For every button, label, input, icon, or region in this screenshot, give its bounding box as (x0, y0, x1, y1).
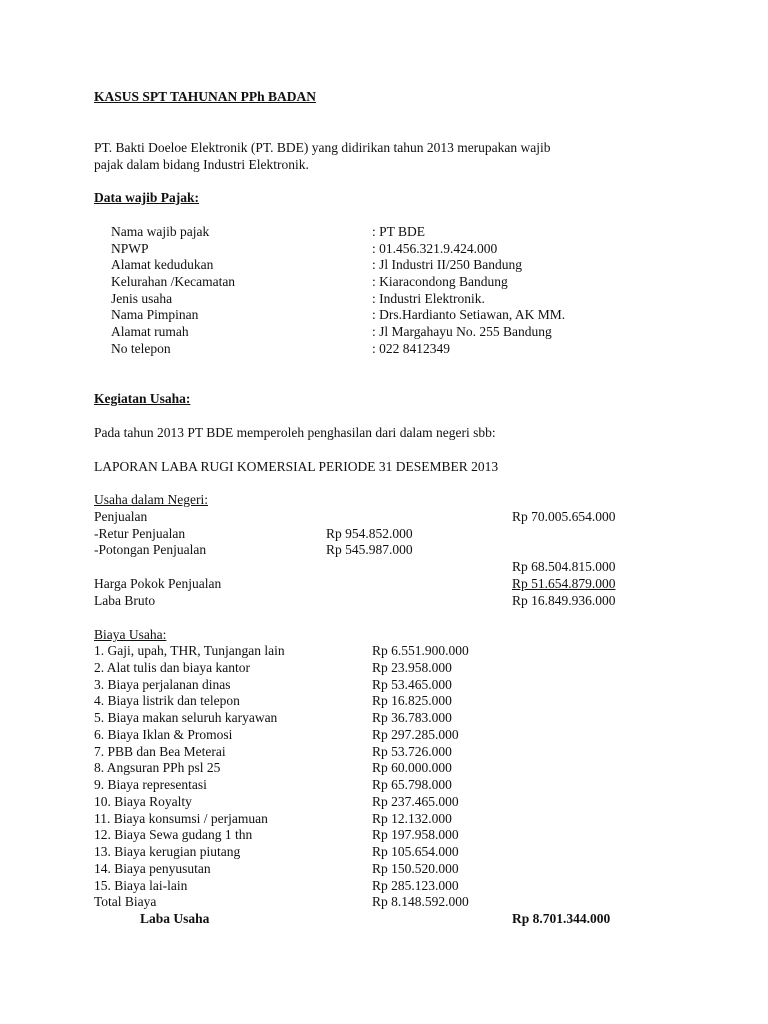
expense-label: 15. Biaya lai-lain (94, 878, 188, 893)
intro-line-2: pajak dalam bidang Industri Elektronik. (94, 157, 309, 172)
taxpayer-value: : Drs.Hardianto Setiawan, AK MM. (372, 307, 566, 322)
expense-label: 3. Biaya perjalanan dinas (94, 677, 231, 692)
expense-label: 5. Biaya makan seluruh karyawan (94, 710, 278, 725)
taxpayer-label: NPWP (111, 241, 149, 256)
expense-value: Rp 53.465.000 (372, 677, 452, 692)
taxpayer-label: Jenis usaha (111, 291, 173, 306)
total-expenses-value: Rp 8.148.592.000 (372, 894, 469, 909)
expense-label: 1. Gaji, upah, THR, Tunjangan lain (94, 643, 285, 658)
taxpayer-label: Kelurahan /Kecamatan (111, 274, 236, 289)
expense-label: 10. Biaya Royalty (94, 794, 192, 809)
expense-value: Rp 16.825.000 (372, 693, 452, 708)
taxpayer-value: : PT BDE (372, 224, 426, 239)
expenses-heading: Biaya Usaha: (94, 627, 167, 642)
gross-profit-label: Laba Bruto (94, 593, 156, 608)
taxpayer-value: : Jl Industri II/250 Bandung (372, 257, 522, 272)
taxpayer-label: No telepon (111, 341, 171, 356)
expense-value: Rp 60.000.000 (372, 760, 452, 775)
expense-label: 12. Biaya Sewa gudang 1 thn (94, 827, 253, 842)
cogs-value: Rp 51.654.879.000 (512, 576, 616, 591)
expense-value: Rp 150.520.000 (372, 861, 459, 876)
expense-value: Rp 65.798.000 (372, 777, 452, 792)
expense-label: 13. Biaya kerugian piutang (94, 844, 241, 859)
expense-value: Rp 237.465.000 (372, 794, 459, 809)
taxpayer-heading: Data wajib Pajak: (94, 190, 199, 205)
returns-value: Rp 954.852.000 (326, 526, 413, 541)
document-title: KASUS SPT TAHUNAN PPh BADAN (94, 89, 317, 104)
expense-label: 8. Angsuran PPh psl 25 (94, 760, 221, 775)
taxpayer-value: : 01.456.321.9.424.000 (372, 241, 498, 256)
sales-label: Penjualan (94, 509, 148, 524)
activity-text: Pada tahun 2013 PT BDE memperoleh penghasilan dari dalam negeri sbb: (94, 425, 496, 440)
taxpayer-label: Nama wajib pajak (111, 224, 210, 239)
discount-value: Rp 545.987.000 (326, 542, 413, 557)
taxpayer-value: : Kiaracondong Bandung (372, 274, 508, 289)
operating-profit-label: Laba Usaha (140, 911, 210, 926)
taxpayer-label: Alamat rumah (111, 324, 189, 339)
taxpayer-label: Nama Pimpinan (111, 307, 199, 322)
activity-heading: Kegiatan Usaha: (94, 391, 191, 406)
discount-label: -Potongan Penjualan (94, 542, 207, 557)
domestic-heading: Usaha dalam Negeri: (94, 492, 208, 507)
expense-value: Rp 12.132.000 (372, 811, 452, 826)
cogs-label: Harga Pokok Penjualan (94, 576, 222, 591)
taxpayer-value: : Industri Elektronik. (372, 291, 485, 306)
expense-value: Rp 23.958.000 (372, 660, 452, 675)
total-expenses-label: Total Biaya (94, 894, 157, 909)
gross-profit-value: Rp 16.849.936.000 (512, 593, 616, 608)
expense-value: Rp 197.958.000 (372, 827, 459, 842)
expense-label: 14. Biaya penyusutan (94, 861, 211, 876)
report-title: LAPORAN LABA RUGI KOMERSIAL PERIODE 31 DESEMBER 2013 (94, 459, 499, 474)
expense-label: 4. Biaya listrik dan telepon (94, 693, 240, 708)
operating-profit-value: Rp 8.701.344.000 (512, 911, 611, 926)
expense-label: 7. PBB dan Bea Meterai (94, 744, 226, 759)
expense-value: Rp 53.726.000 (372, 744, 452, 759)
expense-value: Rp 297.285.000 (372, 727, 459, 742)
expense-label: 9. Biaya representasi (94, 777, 207, 792)
sales-value: Rp 70.005.654.000 (512, 509, 616, 524)
expense-label: 11. Biaya konsumsi / perjamuan (94, 811, 268, 826)
net-sales-value: Rp 68.504.815.000 (512, 559, 616, 574)
taxpayer-value: : 022 8412349 (372, 341, 451, 356)
expense-value: Rp 36.783.000 (372, 710, 452, 725)
expense-value: Rp 6.551.900.000 (372, 643, 469, 658)
expense-value: Rp 105.654.000 (372, 844, 459, 859)
taxpayer-label: Alamat kedudukan (111, 257, 214, 272)
expense-label: 2. Alat tulis dan biaya kantor (94, 660, 250, 675)
taxpayer-value: : Jl Margahayu No. 255 Bandung (372, 324, 552, 339)
expense-value: Rp 285.123.000 (372, 878, 459, 893)
expense-label: 6. Biaya Iklan & Promosi (94, 727, 233, 742)
returns-label: -Retur Penjualan (94, 526, 186, 541)
intro-line-1: PT. Bakti Doeloe Elektronik (PT. BDE) yang didirikan tahun 2013 merupakan wajib (94, 140, 551, 155)
